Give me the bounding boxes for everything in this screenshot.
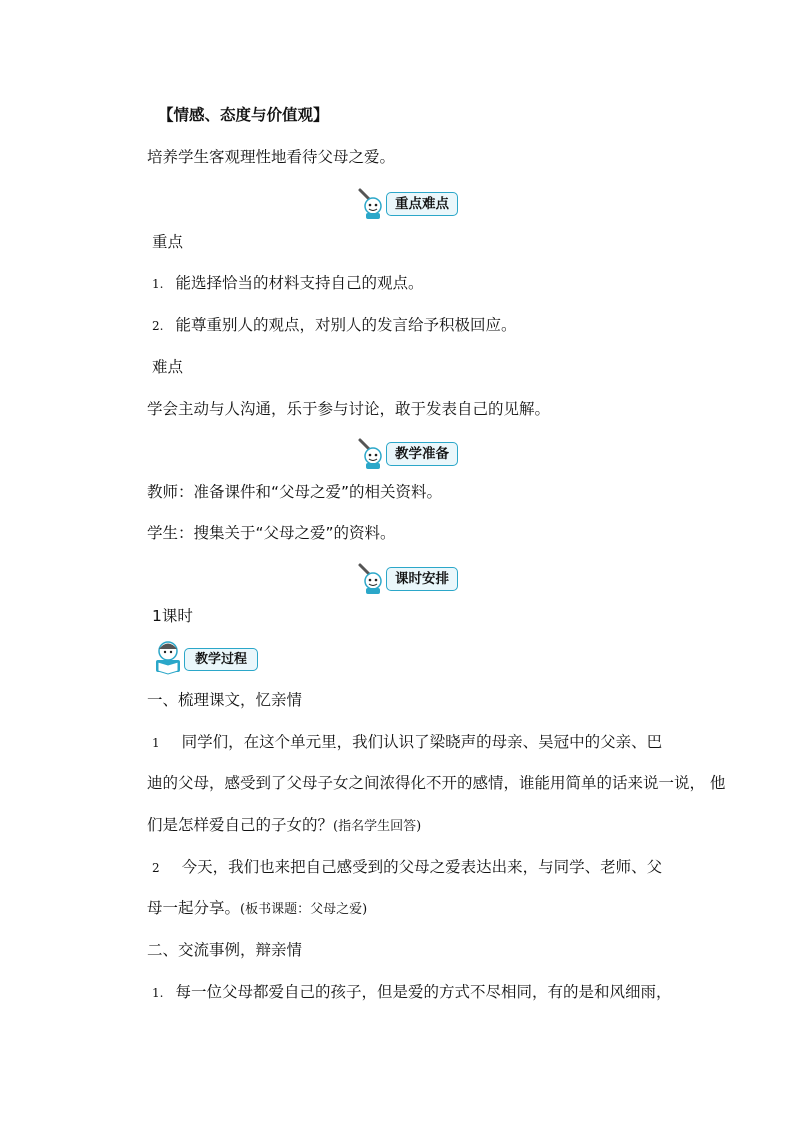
part1-heading: 一、梳理课文，忆亲情 <box>147 691 303 709</box>
process-badge <box>150 638 270 674</box>
schedule-badge <box>356 561 486 593</box>
item-text: 今天，我们也来把自己感受到的父母之爱表达出来，与同学、老师、父 <box>181 858 663 876</box>
item-text: 们是怎样爱自己的子女的？ <box>147 816 334 834</box>
difficulty-text: 学会主动与人沟通，乐于参与讨论，敢于发表自己的见解。 <box>147 400 551 418</box>
key-label: 重点 <box>152 233 184 251</box>
attitude-text: 培养学生客观理性地看待父母之爱。 <box>147 148 396 166</box>
blackboard-note: (板书课题：父母之爱) <box>240 902 368 917</box>
item-number: 1 <box>152 736 160 750</box>
part1-item1-line2: 迪的父母，感受到了父母子女之间浓得化不开的感情，谁能用简单的话来说一说， 他 <box>147 774 726 792</box>
part2-item1-line1 <box>152 982 671 1003</box>
badge-label: 教学过程 <box>184 648 258 671</box>
part1-item2-line1 <box>152 857 662 878</box>
item-number: 1. <box>152 986 164 1000</box>
prep-student: 学生：搜集关于“父母之爱”的资料。 <box>147 524 396 542</box>
part1-item1-line3 <box>147 815 421 837</box>
item-text: 能选择恰当的材料支持自己的观点。 <box>175 274 424 292</box>
part1-item1-line1 <box>152 732 662 753</box>
difficulty-label: 难点 <box>152 358 184 376</box>
item-text: 同学们，在这个单元里，我们认识了梁晓声的母亲、吴冠中的父亲、巴 <box>181 733 663 751</box>
key-difficulty-badge <box>356 186 486 218</box>
part2-heading: 二、交流事例，辩亲情 <box>147 941 303 959</box>
item-number: 1. <box>152 277 164 291</box>
teacher-note: (指名学生回答) <box>333 819 422 834</box>
item-text: 每一位父母都爱自己的孩子，但是爱的方式不尽相同，有的是和风细雨， <box>175 983 672 1001</box>
badge-label: 教学准备 <box>386 442 458 466</box>
badge-label: 课时安排 <box>386 567 458 591</box>
key-item-2 <box>152 315 516 336</box>
prep-teacher: 教师：准备课件和“父母之爱”的相关资料。 <box>147 483 443 501</box>
attitude-heading: 【情感、态度与价值观】 <box>158 106 329 124</box>
item-number: 2 <box>152 861 160 875</box>
schedule-text: 1课时 <box>152 607 193 625</box>
part1-item2-line2 <box>147 898 367 920</box>
item-text: 能尊重别人的观点，对别人的发言给予积极回应。 <box>175 316 517 334</box>
item-number: 2. <box>152 319 164 333</box>
preparation-badge <box>356 436 486 468</box>
item-text: 母一起分享。 <box>147 899 241 917</box>
key-item-1 <box>152 273 423 294</box>
badge-label: 重点难点 <box>386 192 458 216</box>
